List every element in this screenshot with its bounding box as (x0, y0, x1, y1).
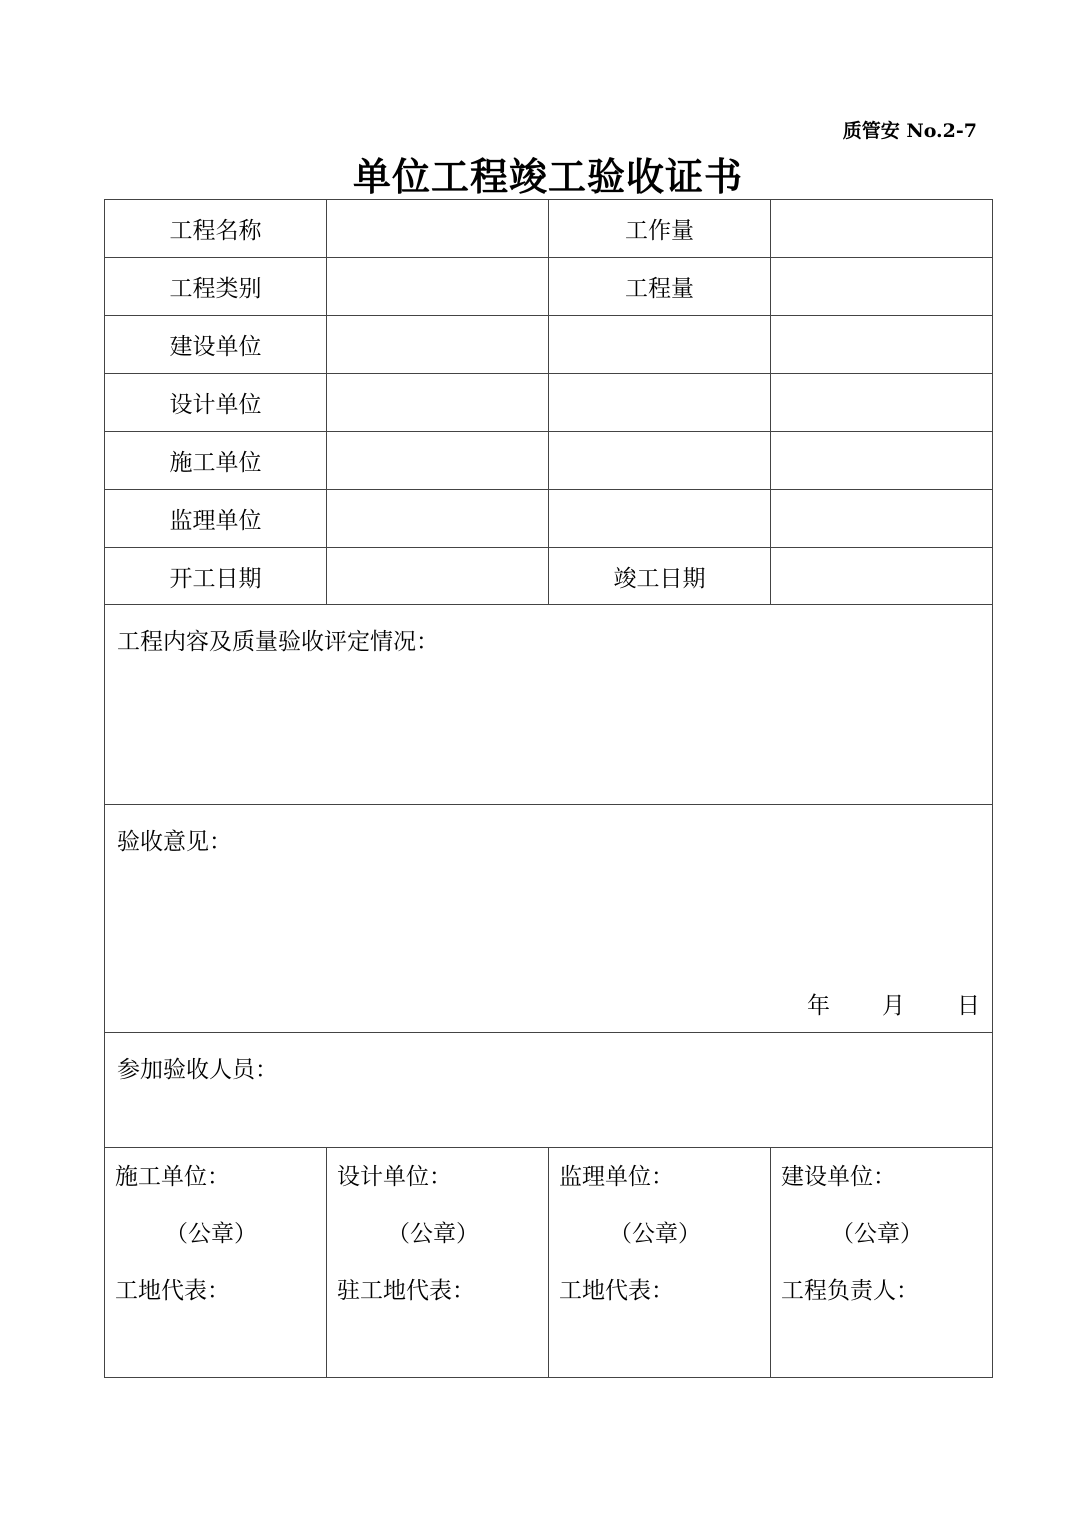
date-year-label: 年 (807, 993, 830, 1019)
official-seal-label: （公章） (831, 1221, 923, 1247)
table-row (105, 548, 993, 605)
acceptance-opinion-section[interactable] (105, 805, 993, 1033)
design-unit-field[interactable] (327, 374, 549, 432)
table-row (105, 258, 993, 316)
construction-unit-label: 建设单位 (105, 316, 327, 374)
supervision-unit-label: 监理单位 (105, 490, 327, 548)
project-category-label: 工程类别 (105, 258, 327, 316)
signature-block-construction[interactable] (771, 1148, 993, 1378)
signature-rep-label: 工地代表： (559, 1278, 674, 1304)
supervision-unit-field-3[interactable] (771, 490, 993, 548)
table-row (105, 805, 993, 1033)
signature-unit-label: 设计单位： (337, 1164, 452, 1190)
design-unit-label: 设计单位 (105, 374, 327, 432)
project-name-field[interactable] (327, 200, 549, 258)
table-row (105, 200, 993, 258)
project-quantity-field[interactable] (771, 258, 993, 316)
official-seal-label: （公章） (387, 1221, 479, 1247)
start-date-label: 开工日期 (105, 548, 327, 605)
acceptance-opinion-label: 验收意见： (117, 829, 232, 855)
table-row (105, 490, 993, 548)
official-seal-label: （公章） (609, 1221, 701, 1247)
table-row (105, 316, 993, 374)
project-category-field[interactable] (327, 258, 549, 316)
signature-block-builder[interactable] (105, 1148, 327, 1378)
date-line (807, 987, 980, 1020)
table-row (105, 605, 993, 805)
project-quantity-label: 工程量 (549, 258, 771, 316)
participants-section[interactable] (105, 1033, 993, 1148)
table-row (105, 374, 993, 432)
document-number: 质管安 No.2-7 (842, 120, 977, 142)
workload-field[interactable] (771, 200, 993, 258)
content-quality-label: 工程内容及质量验收评定情况： (117, 629, 439, 655)
content-quality-section[interactable] (105, 605, 993, 805)
workload-label: 工作量 (549, 200, 771, 258)
signature-unit-label: 监理单位： (559, 1164, 674, 1190)
project-name-label: 工程名称 (105, 200, 327, 258)
table-row (105, 432, 993, 490)
acceptance-form-table (104, 199, 993, 1378)
construction-unit-field-3[interactable] (771, 316, 993, 374)
completion-date-field[interactable] (771, 548, 993, 605)
signature-unit-label: 建设单位： (781, 1164, 896, 1190)
date-month-label: 月 (882, 993, 905, 1019)
builder-unit-field[interactable] (327, 432, 549, 490)
supervision-unit-field[interactable] (327, 490, 549, 548)
construction-unit-field-2[interactable] (549, 316, 771, 374)
design-unit-field-3[interactable] (771, 374, 993, 432)
completion-date-label: 竣工日期 (549, 548, 771, 605)
date-day-label: 日 (957, 993, 980, 1019)
builder-unit-label: 施工单位 (105, 432, 327, 490)
page-title: 单位工程竣工验收证书 (352, 154, 743, 199)
official-seal-label: （公章） (165, 1221, 257, 1247)
builder-unit-field-2[interactable] (549, 432, 771, 490)
signature-block-design[interactable] (327, 1148, 549, 1378)
signature-rep-label: 工地代表： (115, 1278, 230, 1304)
builder-unit-field-3[interactable] (771, 432, 993, 490)
table-row (105, 1033, 993, 1148)
construction-unit-field[interactable] (327, 316, 549, 374)
signature-rep-label: 驻工地代表： (337, 1278, 475, 1304)
signature-block-supervision[interactable] (549, 1148, 771, 1378)
start-date-field[interactable] (327, 548, 549, 605)
supervision-unit-field-2[interactable] (549, 490, 771, 548)
table-row (105, 1148, 993, 1378)
signature-rep-label: 工程负责人： (781, 1278, 919, 1304)
signature-unit-label: 施工单位： (115, 1164, 230, 1190)
design-unit-field-2[interactable] (549, 374, 771, 432)
participants-label: 参加验收人员： (117, 1057, 278, 1083)
